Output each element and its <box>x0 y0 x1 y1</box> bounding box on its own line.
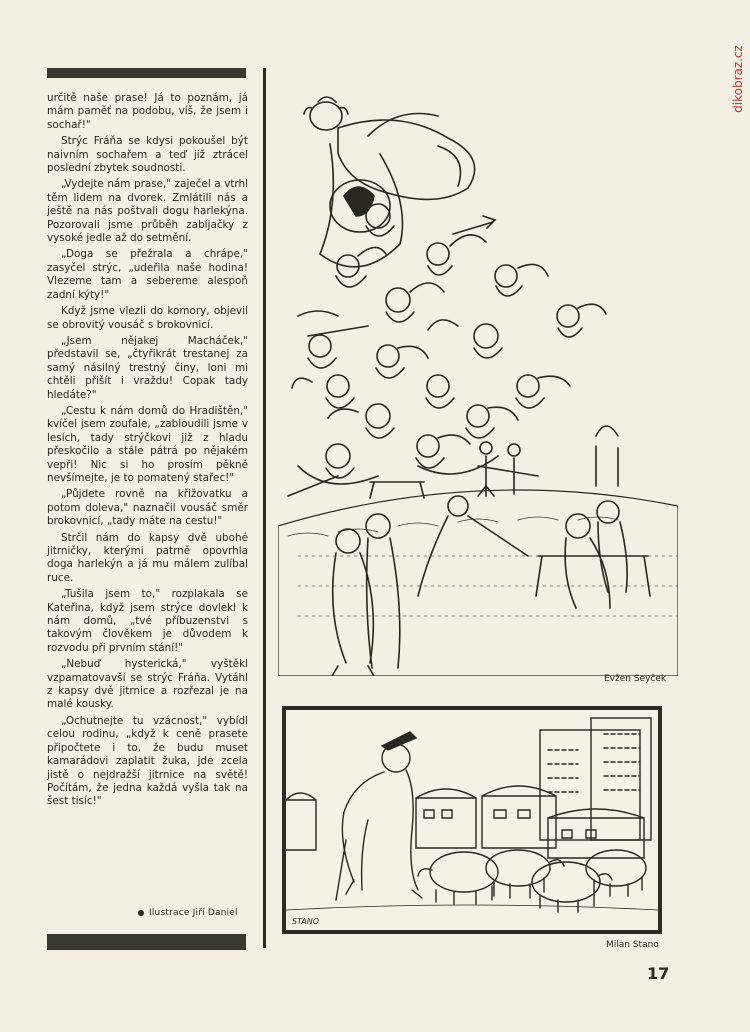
illustration-credit <box>138 908 238 918</box>
page-number: 17 <box>647 964 670 983</box>
paragraph: Strčil nám do kapsy dvě ubohé jitrničky, kterými patrně opovrhla doga harlekýn a já mu málem zulíbal ruce. <box>47 531 248 584</box>
bullet-icon <box>138 910 144 916</box>
paragraph: „Jsem nějakej Macháček," představil se, „čtyřikrát trestanej za samý násilný trestný činy, loni mi chtěli přišít i vraždu! Copak tady hledáte?" <box>47 334 248 401</box>
paragraph: „Ochutnejte tu vzácnost," vybídl celou rodinu, „když k ceně prasete připočtete i to, že budu muset kamarádovi zaplatit žuka, jde zcela jistě o nejdražší jitrnice na světě! Počítám, že jedna každá vyšla tak na šest tisíc!" <box>47 714 248 808</box>
watermark-text: dikobraz.cz <box>731 45 745 113</box>
paragraph: „Nebuď hysterická," vyštěkl vzpamatovavší se strýc Fráňa. Vytáhl z kapsy dvě jitrnice a rozřezal je na malé kousky. <box>47 658 248 711</box>
paragraph: Strýc Fráňa se kdysi pokoušel být naivním sochařem a teď již ztrácel poslední zbytek soudnosti. <box>47 135 248 175</box>
paragraph: „Cestu k nám domů do Hradištěn," kvíčel jsem zoufale, „zabloudili jsme v lesích, tady strýčkovi již z hladu přeskočilo a stále pátrá po nějakém vepři! Nic si ho prosím pěkně nevšímejte, je to pomatený stařec!" <box>47 404 248 484</box>
column-divider <box>263 68 266 948</box>
cartoon-cupids-illustration <box>278 86 678 676</box>
illustration-credit-text: Ilustrace Jiří Daniel <box>149 908 238 918</box>
bottom-rule-bar <box>47 934 246 950</box>
paragraph: určitě naše prase! Já to poznám, já mám paměť na podobu, víš, že jsem i sochař!" <box>47 92 248 131</box>
paragraph: „Vydejte nám prase," zaječel a vtrhl těm lidem na dvorek. Zmlátili nás a ještě na nás poštvali dogu harlekýna. Pozorovali jsme průběh zabíjačky z vysoké jedle až do setmění. <box>47 178 248 245</box>
paragraph: „Tušila jsem to," rozplakala se Kateřina, když jsem strýce dovlekl k nám domů, „tvé příbuzenstvi s takovým člověkem je důvodem k rozvodu při prvním stání!" <box>47 588 248 654</box>
cartoon-credit-bottom: Milan Stano <box>606 940 659 950</box>
cartoon-pigs-illustration <box>286 710 658 930</box>
paragraph: Když jsme vlezli do komory, objevil se obrovitý vousáč s brokovnicí. <box>47 305 248 331</box>
paragraph: „Půjdete rovně na křižovatku a potom doleva," naznačil vousáč směr brokovnicí, „tady máte na cestu!" <box>47 488 248 528</box>
top-rule-bar <box>47 68 246 78</box>
cartoon-signature: STANO <box>292 917 319 926</box>
paragraph: „Doga se přežrala a chrápe," zasyčel strýc, „udeřila naše hodina! Vlezeme tam a sebereme alespoň zadní kýty!" <box>47 248 248 301</box>
cartoon-credit-top: Evžen Seyček <box>604 674 667 684</box>
watermark <box>730 24 746 134</box>
cartoon-pigs-frame <box>282 706 662 934</box>
article-text <box>47 92 248 812</box>
